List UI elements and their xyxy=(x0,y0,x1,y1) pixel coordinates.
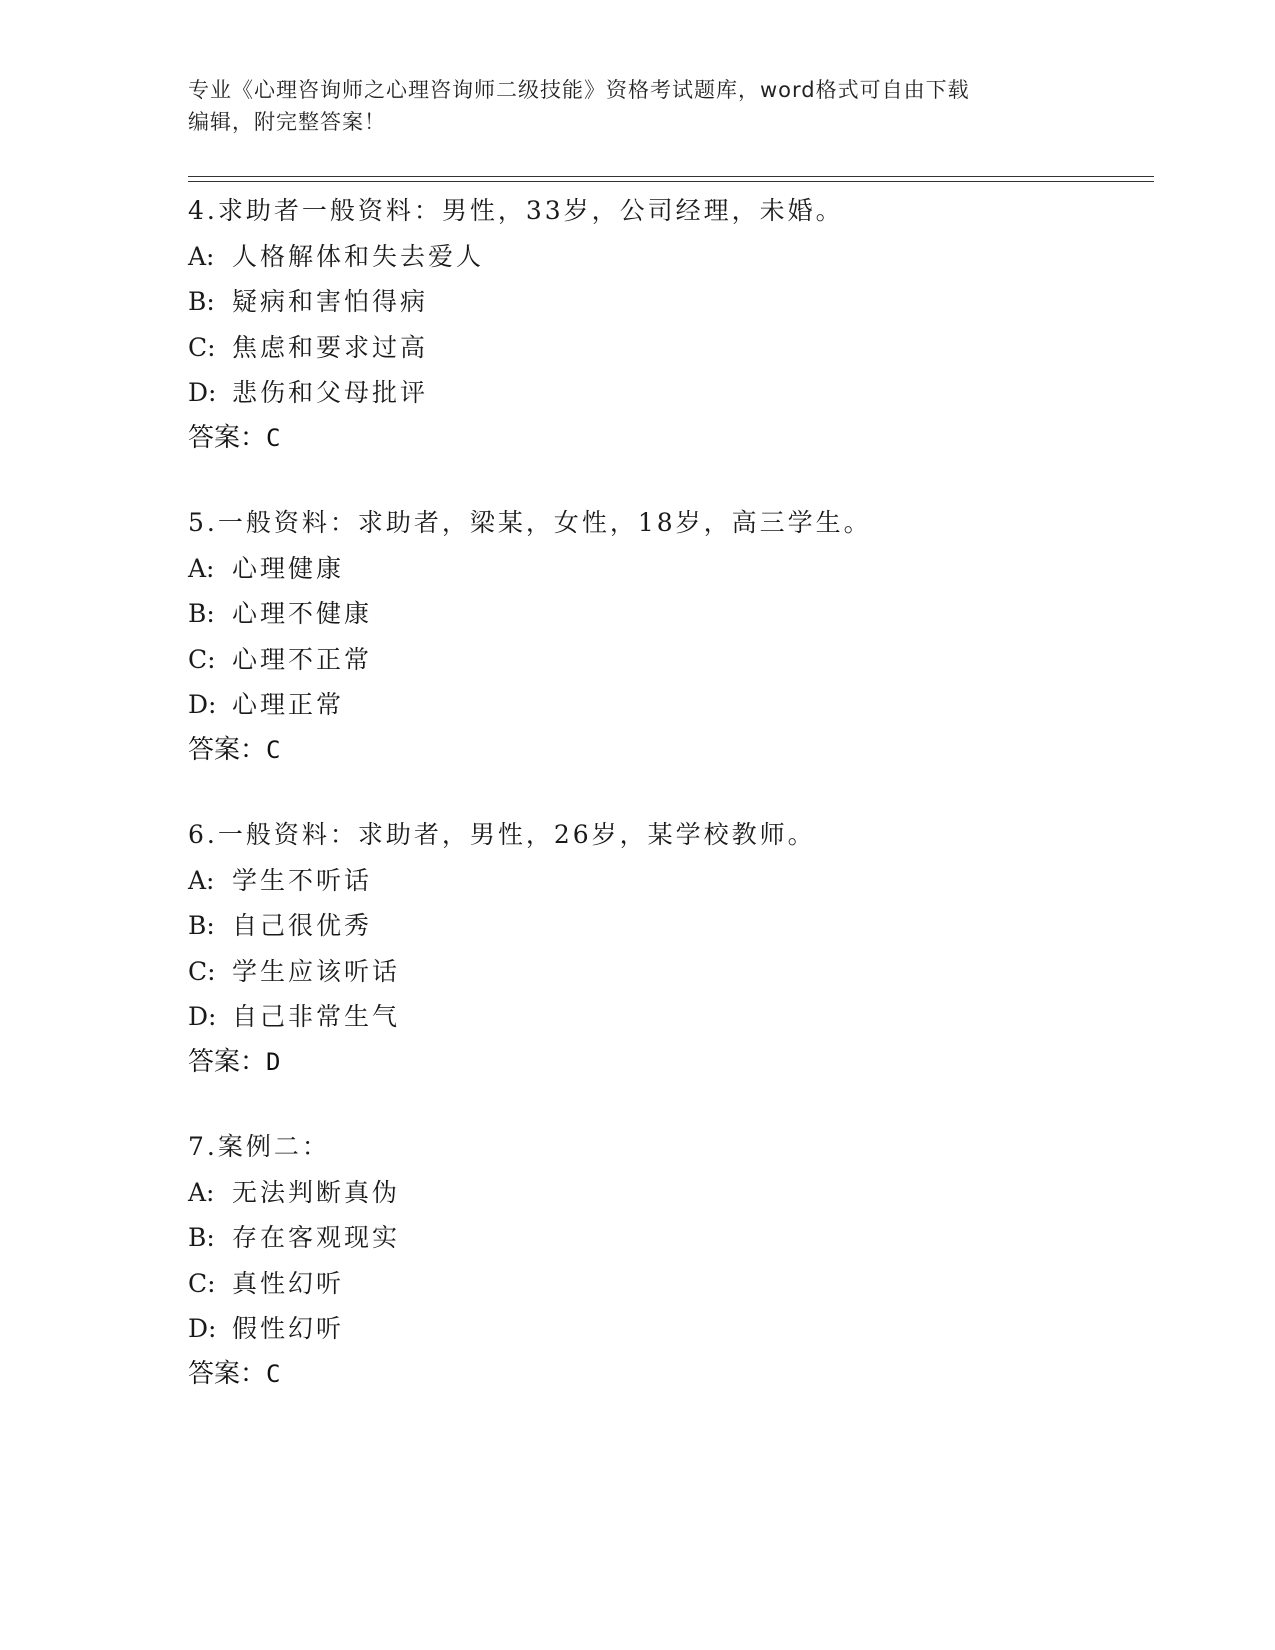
option-key: A: xyxy=(188,865,215,895)
header-line-2: 编辑，附完整答案！ xyxy=(188,110,386,134)
option-key: A: xyxy=(188,553,215,583)
option-text: 学生不听话 xyxy=(232,865,373,895)
option-key: A: xyxy=(188,241,215,271)
document-header xyxy=(188,74,1088,138)
answer-value: D xyxy=(266,1047,281,1076)
option-text: 无法判断真伪 xyxy=(232,1177,401,1207)
option-text: 人格解体和失去爱人 xyxy=(232,241,485,271)
option-a xyxy=(188,546,1154,592)
answer-line xyxy=(188,416,1154,462)
option-b xyxy=(188,279,1154,325)
option-key: A: xyxy=(188,1177,215,1207)
option-key: D: xyxy=(188,690,217,719)
answer-label: 答案： xyxy=(188,1358,267,1389)
option-key: B: xyxy=(188,911,215,940)
option-c xyxy=(188,637,1154,683)
answer-label: 答案： xyxy=(188,734,267,765)
option-c xyxy=(188,949,1154,995)
question-5 xyxy=(188,500,1154,773)
question-stem: 6.一般资料：求助者，男性，26岁，某学校教师。 xyxy=(188,820,816,849)
question-stem: 7.案例二： xyxy=(188,1132,330,1161)
option-text: 心理不正常 xyxy=(232,644,373,674)
question-6 xyxy=(188,812,1154,1085)
question-4 xyxy=(188,188,1154,461)
answer-label: 答案： xyxy=(188,422,267,453)
answer-line xyxy=(188,1352,1154,1398)
question-stem: 4.求助者一般资料：男性，33岁，公司经理，未婚。 xyxy=(188,196,844,225)
option-key: D: xyxy=(188,378,217,407)
answer-line xyxy=(188,1040,1154,1086)
option-c xyxy=(188,325,1154,371)
option-text: 心理正常 xyxy=(232,690,345,719)
option-key: C: xyxy=(188,1268,216,1298)
option-a xyxy=(188,858,1154,904)
option-a xyxy=(188,1170,1154,1216)
header-divider-top xyxy=(188,176,1154,177)
option-text: 心理健康 xyxy=(232,553,345,583)
header-line-1: 专业《心理咨询师之心理咨询师二级技能》资格考试题库，word格式可自由下载 xyxy=(188,78,970,102)
option-text: 假性幻听 xyxy=(232,1314,345,1343)
option-b xyxy=(188,1215,1154,1261)
option-key: B: xyxy=(188,1223,215,1252)
option-text: 心理不健康 xyxy=(232,599,373,628)
option-d xyxy=(188,994,1154,1040)
option-text: 焦虑和要求过高 xyxy=(232,332,429,362)
option-d xyxy=(188,370,1154,416)
option-b xyxy=(188,591,1154,637)
answer-label: 答案： xyxy=(188,1046,267,1077)
answer-value: C xyxy=(266,423,281,452)
answer-value: C xyxy=(266,1359,281,1388)
option-text: 真性幻听 xyxy=(232,1268,345,1298)
option-d xyxy=(188,682,1154,728)
question-list xyxy=(188,188,1154,1436)
answer-value: C xyxy=(266,735,281,764)
option-text: 悲伤和父母批评 xyxy=(232,378,429,407)
option-a xyxy=(188,234,1154,280)
header-divider-bottom xyxy=(188,181,1154,182)
option-key: C: xyxy=(188,956,216,986)
option-key: C: xyxy=(188,332,216,362)
option-key: D: xyxy=(188,1002,217,1031)
option-text: 自己非常生气 xyxy=(232,1002,401,1031)
option-key: B: xyxy=(188,287,215,316)
option-text: 疑病和害怕得病 xyxy=(232,287,429,316)
option-key: D: xyxy=(188,1314,217,1343)
answer-line xyxy=(188,728,1154,774)
option-text: 自己很优秀 xyxy=(232,911,373,940)
option-text: 存在客观现实 xyxy=(232,1223,401,1252)
option-key: C: xyxy=(188,644,216,674)
option-text: 学生应该听话 xyxy=(232,956,401,986)
question-stem: 5.一般资料：求助者，梁某，女性，18岁，高三学生。 xyxy=(188,508,872,537)
option-b xyxy=(188,903,1154,949)
option-d xyxy=(188,1306,1154,1352)
option-c xyxy=(188,1261,1154,1307)
question-7 xyxy=(188,1124,1154,1397)
option-key: B: xyxy=(188,599,215,628)
